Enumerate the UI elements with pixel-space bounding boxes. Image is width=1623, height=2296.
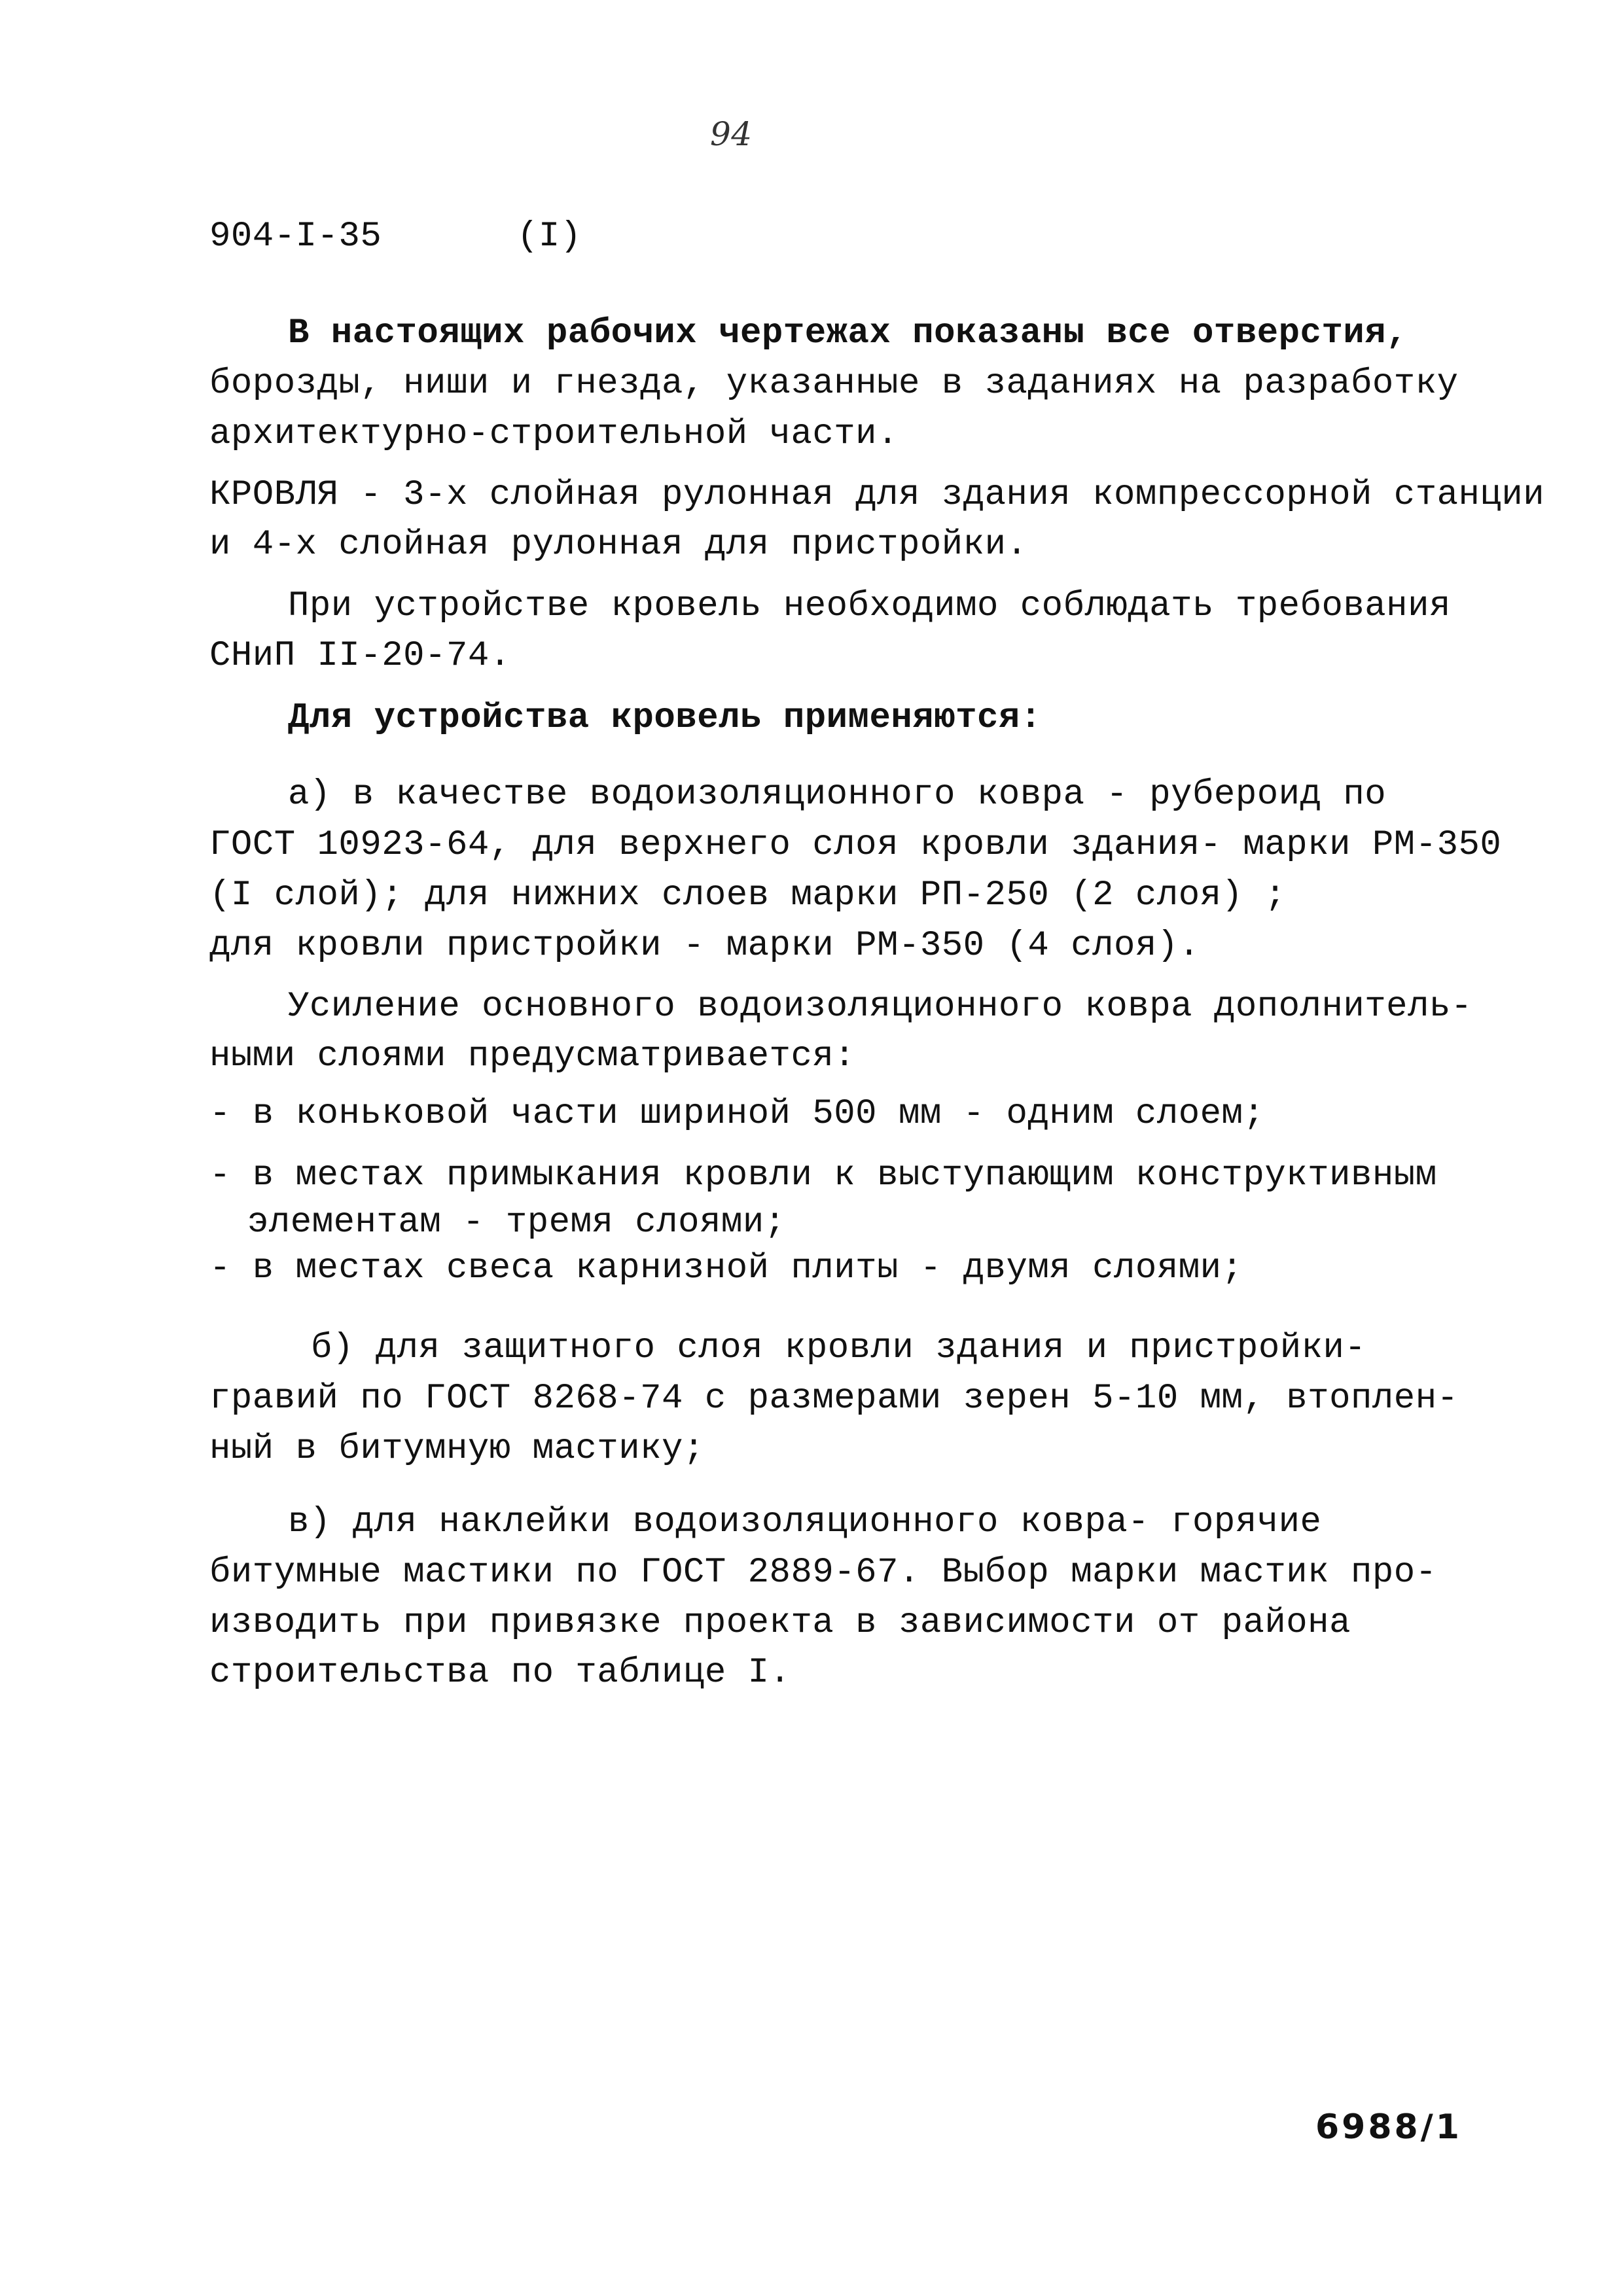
item-b-line-1: б) для защитного слоя кровли здания и пристройки- [311,1328,1366,1368]
item-v-line-3: изводить при привязке проекта в зависимости от района [209,1603,1351,1643]
paragraph-3-line-1: При устройстве кровель необходимо соблюдать требования [288,586,1451,626]
item-b-line-3: ный в битумную мастику; [209,1429,705,1469]
item-a-line-4: для кровли пристройки - марки РМ-350 (4 слоя). [209,926,1200,966]
paragraph-3-line-2: СНиП II-20-74. [209,636,511,676]
sheet-reference: 6988/1 [1315,2108,1462,2147]
bullet-2-line-1: - в местах примыкания кровли к выступающим конструктивным [209,1156,1437,1195]
paragraph-1-line-3: архитектурно-строительной части. [209,414,899,454]
item-v-line-1: в) для наклейки водоизоляционного ковра- горячие [288,1502,1322,1542]
bullet-1: - в коньковой части шириной 500 мм - одним слоем; [209,1094,1265,1134]
doc-part: (I) [517,217,582,256]
item-a-line-3: (I слой); для нижних слоев марки РП-250 (2 слоя) ; [209,875,1287,915]
item-v-line-2: битумные мастики по ГОСТ 2889-67. Выбор марки мастик про- [209,1553,1437,1593]
paragraph-2-line-2: и 4-х слойная рулонная для пристройки. [209,525,1028,565]
doc-code: 904-I-35 [209,217,382,256]
item-v-line-4: строительства по таблице I. [209,1653,791,1693]
paragraph-4-heading: Для устройства кровель применяются: [288,698,1042,738]
paragraph-6-line-1: Усиление основного водоизоляционного ковра дополнитель- [288,987,1472,1027]
bullet-2-line-2: элементам - тремя слоями; [247,1203,786,1243]
paragraph-6-line-2: ными слоями предусматривается: [209,1036,856,1076]
item-a-line-2: ГОСТ 10923-64, для верхнего слоя кровли здания- марки РМ-350 [209,825,1502,865]
bullet-3: - в местах свеса карнизной плиты - двумя слоями; [209,1248,1243,1288]
paragraph-2-line-1: КРОВЛЯ - 3-х слойная рулонная для здания компрессорной станции [209,475,1545,515]
page-number: 94 [710,115,753,153]
item-b-line-2: гравий по ГОСТ 8268-74 с размерами зерен 5-10 мм, втоплен- [209,1379,1459,1419]
paragraph-1-line-2: борозды, ниши и гнезда, указанные в заданиях на разработку [209,364,1459,404]
paragraph-1-line-1: В настоящих рабочих чертежах показаны все отверстия, [288,313,1408,353]
item-a-line-1: а) в качестве водоизоляционного ковра - рубероид по [288,775,1387,815]
